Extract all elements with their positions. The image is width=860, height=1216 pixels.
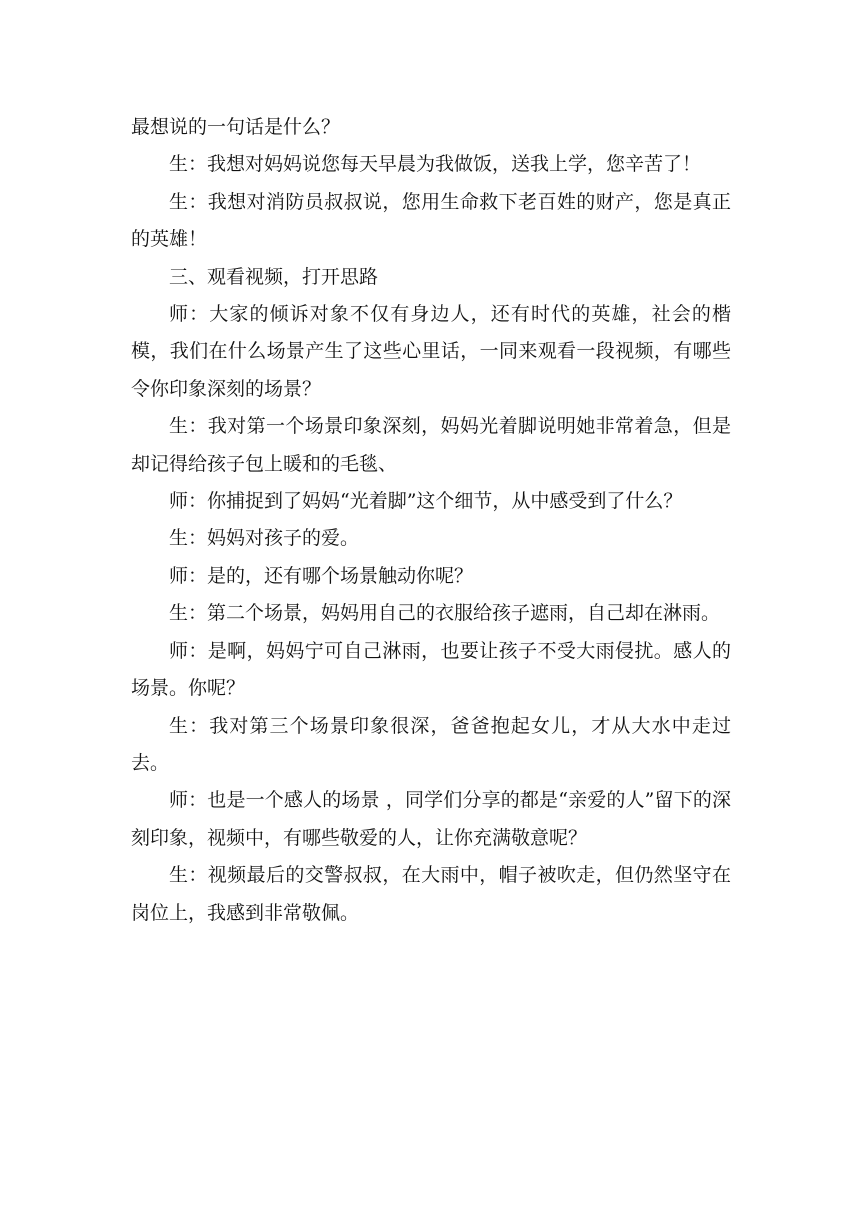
paragraph-teacher-prompt-3: 师：是的，还有哪个场景触动你呢？ — [169, 564, 474, 587]
paragraph-student-reply-3: 生：我对第一个场景印象深刻，妈妈光着脚说明她非常着急，但是却记得给孩子包上暖和的毛毯、 — [131, 415, 731, 475]
paragraph-student-reply-6: 生：我对第三个场景印象很深，爸爸抱起女儿，才从大水中走过去。 — [131, 714, 731, 774]
paragraph-student-reply-5: 生：第二个场景，妈妈用自己的衣服给孩子遮雨，自己却在淋雨。 — [169, 602, 721, 625]
document-body — [131, 109, 731, 932]
paragraph-teacher-prompt-2: 师：你捕捉到了妈妈“光着脚”这个细节，从中感受到了什么？ — [169, 490, 683, 513]
paragraph-teacher-prompt-4: 师：是啊，妈妈宁可自己淋雨，也要让孩子不受大雨侵扰。感人的场景。你呢？ — [131, 639, 731, 700]
paragraph-student-reply-4: 生：妈妈对孩子的爱。 — [169, 527, 360, 550]
paragraph-teacher-prompt-5: 师：也是一个感人的场景 ，同学们分享的都是“亲爱的人”留下的深刻印象，视频中，有哪些敬爱的人，让你充满敬意呢？ — [131, 789, 731, 849]
paragraph-student-reply-2: 生：我想对消防员叔叔说，您用生命救下老百姓的财产，您是真正的英雄！ — [131, 190, 731, 251]
paragraph-teacher-prompt-1: 师：大家的倾诉对象不仅有身边人，还有时代的英雄，社会的楷模，我们在什么场景产生了这些心里话，一同来观看一段视频，有哪些令你印象深刻的场景？ — [131, 303, 731, 400]
paragraph-student-reply-7: 生：视频最后的交警叔叔，在大雨中，帽子被吹走，但仍然坚守在岗位上，我感到非常敬佩。 — [131, 864, 731, 924]
paragraph-continuation: 最想说的一句话是什么？ — [131, 116, 341, 138]
section-heading: 三、观看视频，打开思路 — [169, 265, 379, 288]
paragraph-student-reply-1: 生：我想对妈妈说您每天早晨为我做饭，送我上学，您辛苦了！ — [169, 153, 702, 176]
